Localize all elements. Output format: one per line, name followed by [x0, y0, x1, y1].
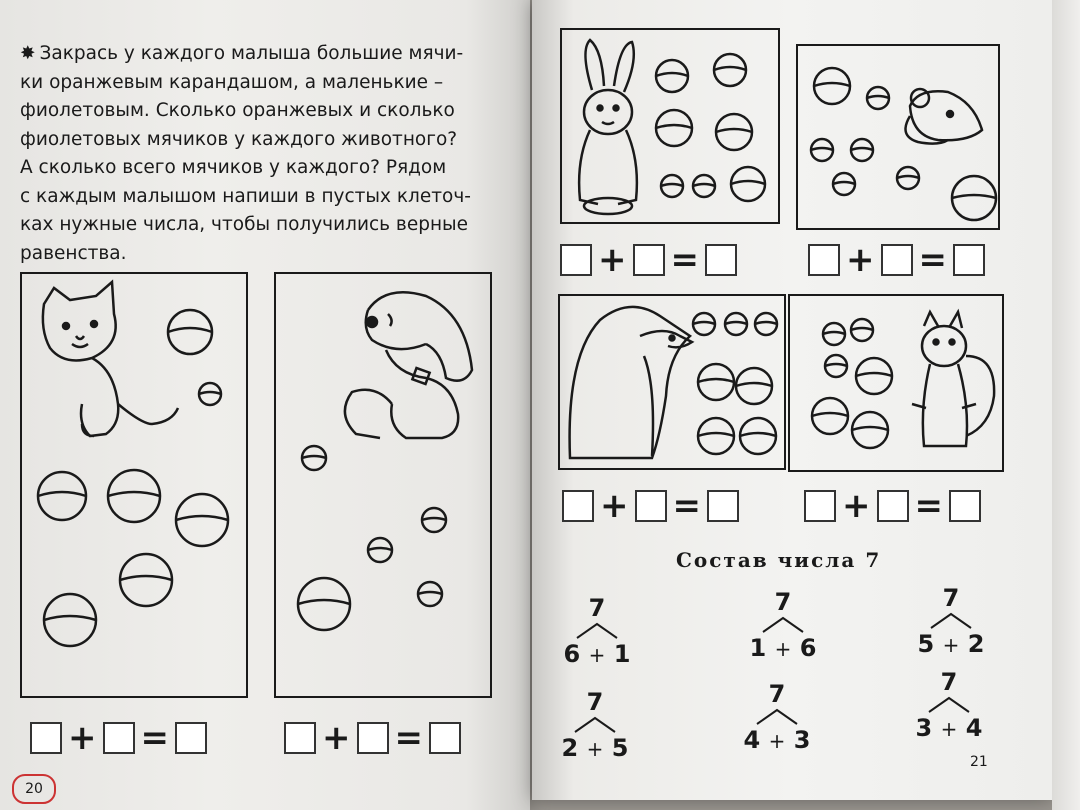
mouse-illustration — [798, 46, 998, 228]
task-line: фиолетовых мячиков у каждого животного? — [20, 128, 458, 150]
composition-tree — [552, 594, 642, 674]
equals-sign: = — [140, 718, 169, 758]
composition-tree — [550, 688, 640, 768]
equation-rabbit — [560, 240, 737, 280]
answer-box[interactable] — [707, 490, 739, 522]
answer-box[interactable] — [357, 722, 389, 754]
plus-sign: + — [846, 240, 875, 280]
page-number-left: 20 — [12, 774, 56, 804]
equals-sign: = — [918, 240, 947, 280]
left-page — [0, 0, 530, 810]
answer-box[interactable] — [633, 244, 665, 276]
parts: 5 + 2 — [917, 630, 985, 658]
part-a: 2 — [561, 734, 579, 762]
branch-lines — [906, 610, 996, 630]
answer-box[interactable] — [562, 490, 594, 522]
composition-tree — [904, 668, 994, 748]
part-b: 6 — [799, 634, 817, 662]
branch-lines — [732, 706, 822, 726]
task-line: фиолетовым. Сколько оранжевых и сколько — [20, 100, 455, 121]
squirrel-frame — [788, 294, 1004, 472]
parts: 3 + 4 — [915, 714, 983, 742]
part-b: 2 — [967, 630, 985, 658]
part-a: 6 — [563, 640, 581, 668]
part-a: 4 — [743, 726, 761, 754]
plus-sign: + — [68, 718, 97, 758]
whole-number: 7 — [940, 668, 958, 696]
mouse-frame — [796, 44, 1000, 230]
answer-box[interactable] — [635, 490, 667, 522]
branch-lines — [552, 620, 642, 640]
task-line: А сколько всего мячиков у каждого? Рядом — [20, 157, 447, 178]
hedgehog-illustration — [560, 296, 784, 468]
part-b: 5 — [611, 734, 629, 762]
rabbit-illustration — [562, 30, 778, 222]
dog-frame — [274, 272, 492, 698]
answer-box[interactable] — [175, 722, 207, 754]
branch-lines — [550, 714, 640, 734]
part-a: 5 — [917, 630, 935, 658]
answer-box[interactable] — [808, 244, 840, 276]
part-b: 4 — [965, 714, 983, 742]
answer-box[interactable] — [560, 244, 592, 276]
task-text — [20, 40, 500, 268]
rabbit-frame — [560, 28, 780, 224]
part-b: 3 — [793, 726, 811, 754]
equals-sign: = — [394, 718, 423, 758]
whole-number: 7 — [586, 688, 604, 716]
hedgehog-frame — [558, 294, 786, 470]
part-b: 1 — [613, 640, 631, 668]
equals-sign: = — [672, 486, 701, 526]
equation-mouse — [808, 240, 985, 280]
equation-squirrel — [804, 486, 981, 526]
answer-box[interactable] — [953, 244, 985, 276]
equals-sign: = — [914, 486, 943, 526]
plus-sign: + — [842, 486, 871, 526]
plus-sign: + — [322, 718, 351, 758]
answer-box[interactable] — [804, 490, 836, 522]
part-a: 1 — [749, 634, 767, 662]
answer-box[interactable] — [877, 490, 909, 522]
equation-hedgehog — [562, 486, 739, 526]
answer-box[interactable] — [705, 244, 737, 276]
plus-sign: + — [598, 240, 627, 280]
branch-lines — [904, 694, 994, 714]
answer-box[interactable] — [103, 722, 135, 754]
answer-box[interactable] — [30, 722, 62, 754]
equation-dog — [284, 718, 461, 758]
answer-box[interactable] — [949, 490, 981, 522]
parts: 4 + 3 — [743, 726, 811, 754]
whole-number: 7 — [588, 594, 606, 622]
part-a: 3 — [915, 714, 933, 742]
composition-tree — [906, 584, 996, 664]
book-edge — [1052, 0, 1080, 810]
task-line: Закрась у каждого малыша большие мячи- — [39, 43, 464, 64]
whole-number: 7 — [774, 588, 792, 616]
bullet-icon: ✸ — [20, 43, 36, 64]
task-line: ки оранжевым карандашом, а маленькие – — [20, 71, 444, 93]
dog-illustration — [276, 274, 490, 696]
parts: 6 + 1 — [563, 640, 631, 668]
task-line: ках нужные числа, чтобы получились верные — [20, 214, 469, 235]
equation-cat — [30, 718, 207, 758]
composition-tree — [732, 680, 822, 760]
right-page — [532, 0, 1052, 800]
parts: 2 + 5 — [561, 734, 629, 762]
branch-lines — [738, 614, 828, 634]
task-line: равенства. — [20, 242, 127, 264]
squirrel-illustration — [790, 296, 1002, 470]
composition-tree — [738, 588, 828, 668]
answer-box[interactable] — [429, 722, 461, 754]
cat-frame — [20, 272, 248, 698]
section-title: Состав числа 7 — [676, 548, 882, 572]
plus-sign: + — [600, 486, 629, 526]
whole-number: 7 — [768, 680, 786, 708]
whole-number: 7 — [942, 584, 960, 612]
page-number-right: 21 — [970, 754, 988, 770]
parts: 1 + 6 — [749, 634, 817, 662]
cat-illustration — [22, 274, 246, 696]
task-line: с каждым малышом напиши в пустых клеточ- — [20, 185, 471, 207]
answer-box[interactable] — [284, 722, 316, 754]
answer-box[interactable] — [881, 244, 913, 276]
equals-sign: = — [670, 240, 699, 280]
